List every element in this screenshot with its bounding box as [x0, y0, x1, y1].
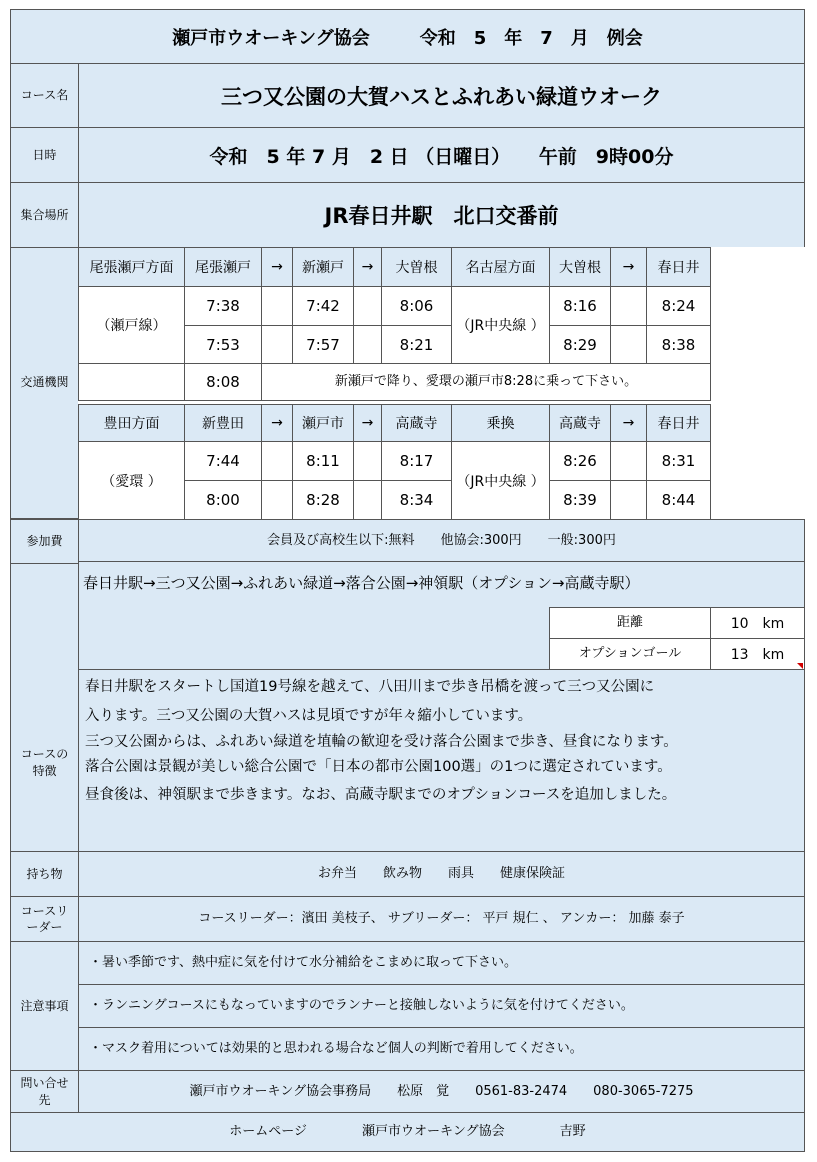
- toyota-r2-t2: 8:28: [292, 480, 354, 520]
- homepage-label: ホームページ: [229, 1124, 308, 1140]
- arrow-icon: →: [353, 247, 382, 287]
- seto-r1-t1: 7:38: [184, 286, 262, 326]
- transport-label: 交通機関: [10, 247, 79, 519]
- belongings-value: お弁当 飲み物 雨具 健康保険証: [78, 851, 805, 897]
- seto-extra-time: 8:08: [184, 363, 262, 401]
- toyota-transfer-header: 乗換: [451, 404, 550, 442]
- feature-line: 昼食後は、神領駅まで歩きます。なお、高蔵寺駅までのオプションコースを追加しました。: [85, 787, 677, 804]
- seto-r1-gap2: [353, 286, 382, 326]
- meeting-place-value: JR春日井駅 北口交番前: [78, 182, 805, 248]
- seto-r2-gap2: [353, 325, 382, 364]
- toyota-r2-t5: 8:44: [646, 480, 711, 520]
- note-3: ・マスク着用については効果的と思われる場合など個人の判断で着用してください。: [78, 1027, 805, 1071]
- seto-r2-t3: 8:21: [381, 325, 452, 364]
- seto-r2-t5: 8:38: [646, 325, 711, 364]
- toyota-r1-t1: 7:44: [184, 441, 262, 481]
- seto-r1-gap1: [261, 286, 293, 326]
- course-name-label: コース名: [10, 63, 79, 128]
- seto-r1-t5: 8:24: [646, 286, 711, 326]
- seto-r2-t2: 7:57: [292, 325, 354, 364]
- note-2: ・ランニングコースにもなっていますのでランナーと接触しないように気を付けてください。: [78, 984, 805, 1028]
- seto-extra-blank: [78, 363, 185, 401]
- notes-label: 注意事項: [10, 941, 79, 1071]
- toyota-r1-t2: 8:11: [292, 441, 354, 481]
- seto-r1-t2: 7:42: [292, 286, 354, 326]
- toyota-station-5: 春日井: [646, 404, 711, 442]
- toyota-r2-gap1: [261, 480, 293, 520]
- seto-station-2: 新瀬戸: [292, 247, 354, 287]
- distance-label: 距離: [549, 607, 711, 639]
- seto-r1-t4: 8:16: [549, 286, 611, 326]
- arrow-icon: →: [610, 247, 647, 287]
- distance-value: 10 km: [710, 607, 805, 639]
- leader-value: コースリーダー：濱田 美枝子、 サブリーダー： 平戸 規仁 、 アンカー： 加藤 泰子: [78, 896, 805, 942]
- note-1: ・暑い季節です、熱中症に気を付けて水分補給をこまめに取って下さい。: [78, 941, 805, 985]
- header-row: [10, 9, 805, 64]
- toyota-r1-gap2: [353, 441, 382, 481]
- seto-r1-t3: 8:06: [381, 286, 452, 326]
- fee-label: 参加費: [10, 519, 79, 564]
- arrow-icon: →: [610, 404, 647, 442]
- seto-station-3: 大曽根: [381, 247, 452, 287]
- toyota-r2-gap3: [610, 480, 647, 520]
- seto-station-4: 大曽根: [549, 247, 611, 287]
- features-box: [78, 669, 805, 852]
- seto-r2-t4: 8:29: [549, 325, 611, 364]
- toyota-station-4: 高蔵寺: [549, 404, 611, 442]
- footer-row: [10, 1112, 805, 1152]
- seto-extra-note: 新瀬戸で降り、愛環の瀬戸市8:28に乗って下さい。: [261, 363, 711, 401]
- toyota-r1-gap1: [261, 441, 293, 481]
- arrow-icon: →: [261, 247, 293, 287]
- toyota-direction: 豊田方面: [78, 404, 185, 442]
- toyota-station-1: 新豊田: [184, 404, 262, 442]
- event-date-title: 令和 5 年 7 月 例会: [419, 27, 643, 49]
- toyota-r2-t1: 8:00: [184, 480, 262, 520]
- seto-transfer-direction: 名古屋方面: [451, 247, 550, 287]
- seto-r1-gap3: [610, 286, 647, 326]
- feature-line: 入ります。三つ又公園の大賀ハスは見頃ですが年々縮小しています。: [85, 707, 533, 724]
- option-goal-value: 13 km: [710, 638, 805, 670]
- seto-direction: 尾張瀬戸方面: [78, 247, 185, 287]
- leader-label: コースリーダー: [10, 896, 79, 942]
- seto-transfer-label: （JR中央線 ）: [451, 286, 550, 364]
- fee-value: 会員及び高校生以下:無料 他協会:300円 一般:300円: [78, 519, 805, 562]
- toyota-r2-t3: 8:34: [381, 480, 452, 520]
- toyota-station-3: 高蔵寺: [381, 404, 452, 442]
- homepage-org: 瀬戸市ウオーキング協会: [362, 1124, 505, 1140]
- toyota-line-label: （愛環 ）: [78, 441, 185, 520]
- contact-value: 瀬戸市ウオーキング協会事務局 松原 覚 0561-83-2474 080-3065-7275: [78, 1070, 805, 1113]
- org-title: 瀬戸市ウオーキング協会: [172, 27, 370, 49]
- toyota-r1-t3: 8:17: [381, 441, 452, 481]
- toyota-transfer-label: （JR中央線 ）: [451, 441, 550, 520]
- arrow-icon: →: [261, 404, 293, 442]
- feature-line: 三つ又公園からは、ふれあい緑道を埴輪の歓迎を受け落合公園まで歩き、昼食になります。: [85, 734, 678, 751]
- arrow-icon: →: [353, 404, 382, 442]
- seto-station-1: 尾張瀬戸: [184, 247, 262, 287]
- seto-station-5: 春日井: [646, 247, 711, 287]
- seto-r2-t1: 7:53: [184, 325, 262, 364]
- toyota-station-2: 瀬戸市: [292, 404, 354, 442]
- features-label: コースの特徴: [10, 563, 79, 852]
- option-goal-label: オプションゴール: [549, 638, 711, 670]
- homepage-name: 吉野: [559, 1124, 586, 1140]
- course-name-value: 三つ又公園の大賀ハスとふれあい緑道ウオーク: [78, 63, 805, 128]
- seto-r2-gap3: [610, 325, 647, 364]
- feature-line: 春日井駅をスタートし国道19号線を越えて、八田川まで歩き吊橋を渡って三つ又公園に: [85, 679, 655, 695]
- belongings-label: 持ち物: [10, 851, 79, 897]
- datetime-value: 令和 5 年 7 月 2 日 （日曜日） 午前 9時00分: [78, 127, 805, 183]
- seto-r2-gap1: [261, 325, 293, 364]
- toyota-r1-t4: 8:26: [549, 441, 611, 481]
- toyota-r1-gap3: [610, 441, 647, 481]
- datetime-label: 日時: [10, 127, 79, 183]
- toyota-r1-t5: 8:31: [646, 441, 711, 481]
- toyota-r2-t4: 8:39: [549, 480, 611, 520]
- meeting-place-label: 集合場所: [10, 182, 79, 248]
- feature-line: 落合公園は景観が美しい総合公園で「日本の都市公園100選」の1つに選定されています。: [85, 758, 672, 775]
- seto-line-label: （瀬戸線）: [78, 286, 185, 364]
- toyota-r2-gap2: [353, 480, 382, 520]
- route-value: 春日井駅→三つ又公園→ふれあい緑道→落合公園→神領駅（オプション→高蔵寺駅）: [83, 574, 640, 592]
- contact-label: 問い合せ先: [10, 1070, 79, 1113]
